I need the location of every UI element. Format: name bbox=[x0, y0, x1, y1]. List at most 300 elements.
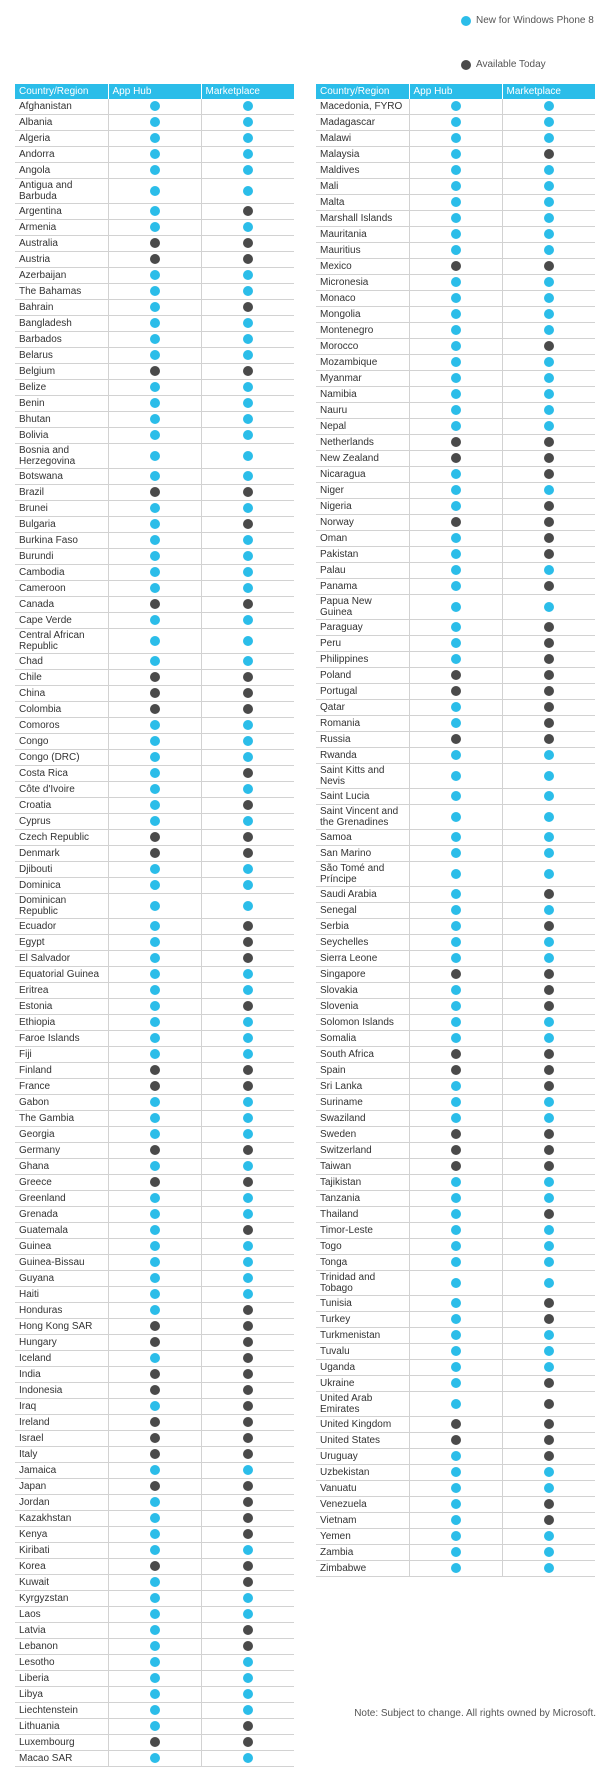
marketplace-status-cell bbox=[201, 1719, 294, 1735]
marketplace-status-cell bbox=[502, 789, 595, 805]
app-hub-status-cell bbox=[108, 1415, 201, 1431]
app-hub-status-cell bbox=[108, 1207, 201, 1223]
table-row bbox=[15, 1687, 294, 1703]
new-status-dot-icon bbox=[150, 1641, 160, 1651]
marketplace-status-cell bbox=[502, 307, 595, 323]
new-status-dot-icon bbox=[451, 373, 461, 383]
new-status-dot-icon bbox=[544, 1177, 554, 1187]
app-hub-status-cell bbox=[108, 1735, 201, 1751]
new-status-dot-icon bbox=[150, 656, 160, 666]
country-name: France bbox=[15, 1079, 108, 1095]
marketplace-status-cell bbox=[201, 613, 294, 629]
new-status-dot-icon bbox=[451, 1483, 461, 1493]
available-status-dot-icon bbox=[243, 1513, 253, 1523]
new-status-dot-icon bbox=[544, 293, 554, 303]
country-name: Peru bbox=[316, 636, 409, 652]
new-status-dot-icon bbox=[451, 181, 461, 191]
app-hub-status-cell bbox=[409, 1417, 502, 1433]
available-status-dot-icon bbox=[451, 453, 461, 463]
available-status-dot-icon bbox=[544, 622, 554, 632]
table-row bbox=[15, 1543, 294, 1559]
country-name: Saudi Arabia bbox=[316, 887, 409, 903]
available-status-dot-icon bbox=[544, 1451, 554, 1461]
country-name: Djibouti bbox=[15, 862, 108, 878]
table-row bbox=[316, 419, 595, 435]
marketplace-status-cell bbox=[502, 339, 595, 355]
new-status-dot-icon bbox=[544, 1097, 554, 1107]
new-status-dot-icon bbox=[243, 270, 253, 280]
marketplace-status-cell bbox=[201, 1239, 294, 1255]
new-status-dot-icon bbox=[451, 812, 461, 822]
new-status-dot-icon bbox=[243, 503, 253, 513]
new-status-dot-icon bbox=[150, 149, 160, 159]
table-row bbox=[15, 412, 294, 428]
new-status-dot-icon bbox=[544, 848, 554, 858]
table-row bbox=[15, 444, 294, 469]
country-name: Saint Lucia bbox=[316, 789, 409, 805]
marketplace-status-cell bbox=[502, 419, 595, 435]
app-hub-status-cell bbox=[108, 284, 201, 300]
marketplace-status-cell bbox=[502, 147, 595, 163]
table-row bbox=[15, 1063, 294, 1079]
new-status-dot-icon bbox=[461, 16, 471, 26]
available-status-dot-icon bbox=[544, 469, 554, 479]
marketplace-status-cell bbox=[502, 1328, 595, 1344]
available-status-dot-icon bbox=[451, 437, 461, 447]
marketplace-status-cell bbox=[502, 1271, 595, 1296]
table-row bbox=[15, 179, 294, 204]
table-row bbox=[15, 1159, 294, 1175]
available-status-dot-icon bbox=[451, 969, 461, 979]
available-status-dot-icon bbox=[243, 1497, 253, 1507]
marketplace-status-cell bbox=[201, 1303, 294, 1319]
table-row bbox=[15, 830, 294, 846]
app-hub-status-cell bbox=[409, 862, 502, 887]
table-row bbox=[15, 1319, 294, 1335]
country-name: Jamaica bbox=[15, 1463, 108, 1479]
available-status-dot-icon bbox=[243, 1145, 253, 1155]
new-status-dot-icon bbox=[243, 720, 253, 730]
available-status-dot-icon bbox=[544, 1049, 554, 1059]
available-status-dot-icon bbox=[451, 517, 461, 527]
marketplace-status-cell bbox=[502, 1497, 595, 1513]
table-row bbox=[316, 147, 595, 163]
country-name: San Marino bbox=[316, 846, 409, 862]
marketplace-status-cell bbox=[201, 734, 294, 750]
available-status-dot-icon bbox=[243, 1449, 253, 1459]
country-name: Cameroon bbox=[15, 581, 108, 597]
marketplace-status-cell bbox=[502, 1449, 595, 1465]
app-hub-status-cell bbox=[108, 670, 201, 686]
country-name: Faroe Islands bbox=[15, 1031, 108, 1047]
table-row bbox=[316, 700, 595, 716]
available-status-dot-icon bbox=[150, 688, 160, 698]
available-status-dot-icon bbox=[150, 366, 160, 376]
table-row bbox=[15, 734, 294, 750]
app-hub-status-cell bbox=[409, 1143, 502, 1159]
app-hub-status-cell bbox=[409, 179, 502, 195]
table-row bbox=[15, 204, 294, 220]
country-name: Tunisia bbox=[316, 1296, 409, 1312]
available-status-dot-icon bbox=[544, 1081, 554, 1091]
new-status-dot-icon bbox=[150, 901, 160, 911]
country-name: Chad bbox=[15, 654, 108, 670]
app-hub-status-cell bbox=[409, 1255, 502, 1271]
table-row bbox=[15, 894, 294, 919]
table-row bbox=[316, 307, 595, 323]
table-row bbox=[316, 1223, 595, 1239]
marketplace-status-cell bbox=[502, 1191, 595, 1207]
app-hub-status-cell bbox=[108, 1111, 201, 1127]
new-status-dot-icon bbox=[243, 784, 253, 794]
app-hub-status-cell bbox=[108, 718, 201, 734]
new-status-dot-icon bbox=[150, 1209, 160, 1219]
country-name: The Bahamas bbox=[15, 284, 108, 300]
country-name: Slovenia bbox=[316, 999, 409, 1015]
app-hub-status-cell bbox=[409, 195, 502, 211]
available-status-dot-icon bbox=[451, 670, 461, 680]
table-row bbox=[316, 1449, 595, 1465]
new-status-dot-icon bbox=[150, 398, 160, 408]
marketplace-status-cell bbox=[201, 1143, 294, 1159]
table-row bbox=[15, 1607, 294, 1623]
footer-note: Note: Subject to change. All rights owned by Microsoft. bbox=[354, 1708, 596, 1719]
country-name: São Tomé and Príncipe bbox=[316, 862, 409, 887]
marketplace-status-cell bbox=[201, 268, 294, 284]
app-hub-status-cell bbox=[409, 1015, 502, 1031]
table-row bbox=[316, 99, 595, 115]
table-row bbox=[15, 1719, 294, 1735]
marketplace-status-cell bbox=[201, 1191, 294, 1207]
country-name: Bosnia and Herzegovina bbox=[15, 444, 108, 469]
country-name: Portugal bbox=[316, 684, 409, 700]
available-status-dot-icon bbox=[150, 1449, 160, 1459]
marketplace-status-cell bbox=[502, 1529, 595, 1545]
country-name: Swaziland bbox=[316, 1111, 409, 1127]
table-row bbox=[316, 1497, 595, 1513]
marketplace-status-cell bbox=[502, 275, 595, 291]
app-hub-status-cell bbox=[409, 789, 502, 805]
table-row bbox=[15, 1367, 294, 1383]
table-row bbox=[15, 1559, 294, 1575]
marketplace-status-cell bbox=[201, 919, 294, 935]
app-hub-status-cell bbox=[108, 1671, 201, 1687]
new-status-dot-icon bbox=[451, 1097, 461, 1107]
new-status-dot-icon bbox=[451, 638, 461, 648]
country-name: Monaco bbox=[316, 291, 409, 307]
available-status-dot-icon bbox=[544, 1499, 554, 1509]
country-name: Sierra Leone bbox=[316, 951, 409, 967]
app-hub-status-cell bbox=[108, 517, 201, 533]
new-status-dot-icon bbox=[243, 1097, 253, 1107]
app-hub-status-cell bbox=[108, 1271, 201, 1287]
table-row bbox=[15, 1239, 294, 1255]
available-status-dot-icon bbox=[451, 734, 461, 744]
app-hub-status-cell bbox=[409, 951, 502, 967]
legend-item-new bbox=[476, 14, 594, 58]
app-hub-status-cell bbox=[409, 499, 502, 515]
table-row bbox=[316, 339, 595, 355]
table-row bbox=[15, 1015, 294, 1031]
available-status-dot-icon bbox=[243, 1321, 253, 1331]
table-row bbox=[316, 595, 595, 620]
new-status-dot-icon bbox=[150, 1513, 160, 1523]
app-hub-status-cell bbox=[409, 764, 502, 789]
table-row bbox=[316, 195, 595, 211]
marketplace-status-cell bbox=[201, 517, 294, 533]
country-name: Poland bbox=[316, 668, 409, 684]
new-status-dot-icon bbox=[451, 581, 461, 591]
country-name: Côte d'Ivoire bbox=[15, 782, 108, 798]
country-name: Andorra bbox=[15, 147, 108, 163]
new-status-dot-icon bbox=[451, 702, 461, 712]
available-status-dot-icon bbox=[243, 1305, 253, 1315]
app-hub-status-cell bbox=[409, 451, 502, 467]
app-hub-status-cell bbox=[409, 147, 502, 163]
marketplace-status-cell bbox=[502, 1111, 595, 1127]
table-row bbox=[15, 782, 294, 798]
new-status-dot-icon bbox=[544, 1483, 554, 1493]
app-hub-status-cell bbox=[409, 1047, 502, 1063]
country-name: Luxembourg bbox=[15, 1735, 108, 1751]
table-row bbox=[316, 732, 595, 748]
available-status-dot-icon bbox=[243, 1337, 253, 1347]
table-row bbox=[15, 766, 294, 782]
marketplace-status-cell bbox=[201, 629, 294, 654]
new-status-dot-icon bbox=[451, 869, 461, 879]
new-status-dot-icon bbox=[243, 1689, 253, 1699]
new-status-dot-icon bbox=[243, 1705, 253, 1715]
marketplace-status-cell bbox=[502, 830, 595, 846]
country-name: Yemen bbox=[316, 1529, 409, 1545]
available-status-dot-icon bbox=[451, 1161, 461, 1171]
app-hub-status-cell bbox=[409, 515, 502, 531]
available-status-dot-icon bbox=[544, 889, 554, 899]
app-hub-status-cell bbox=[409, 1392, 502, 1417]
country-name: Belize bbox=[15, 380, 108, 396]
new-status-dot-icon bbox=[544, 565, 554, 575]
table-row bbox=[15, 1335, 294, 1351]
app-hub-status-cell bbox=[409, 732, 502, 748]
new-status-dot-icon bbox=[243, 471, 253, 481]
new-status-dot-icon bbox=[150, 186, 160, 196]
marketplace-status-cell bbox=[502, 1063, 595, 1079]
marketplace-status-cell bbox=[201, 1111, 294, 1127]
table-row bbox=[15, 380, 294, 396]
country-name: Armenia bbox=[15, 220, 108, 236]
available-status-dot-icon bbox=[243, 1065, 253, 1075]
country-name: Bulgaria bbox=[15, 517, 108, 533]
new-status-dot-icon bbox=[150, 1753, 160, 1763]
table-row bbox=[316, 467, 595, 483]
app-hub-status-cell bbox=[108, 1703, 201, 1719]
app-hub-status-cell bbox=[108, 1287, 201, 1303]
country-name: Cambodia bbox=[15, 565, 108, 581]
app-hub-status-cell bbox=[108, 1303, 201, 1319]
country-name: Belgium bbox=[15, 364, 108, 380]
table-row bbox=[15, 1143, 294, 1159]
table-row bbox=[15, 131, 294, 147]
table-row bbox=[15, 798, 294, 814]
marketplace-status-cell bbox=[201, 428, 294, 444]
country-name: Canada bbox=[15, 597, 108, 613]
marketplace-status-cell bbox=[502, 846, 595, 862]
country-name: Qatar bbox=[316, 700, 409, 716]
available-status-dot-icon bbox=[544, 638, 554, 648]
marketplace-status-cell bbox=[201, 670, 294, 686]
table-row bbox=[316, 1481, 595, 1497]
new-status-dot-icon bbox=[451, 953, 461, 963]
available-status-dot-icon bbox=[544, 501, 554, 511]
table-row bbox=[15, 654, 294, 670]
marketplace-status-cell bbox=[502, 1513, 595, 1529]
new-status-dot-icon bbox=[243, 615, 253, 625]
country-name: Laos bbox=[15, 1607, 108, 1623]
marketplace-status-cell bbox=[502, 716, 595, 732]
new-status-dot-icon bbox=[451, 293, 461, 303]
country-name: Mali bbox=[316, 179, 409, 195]
country-name: Senegal bbox=[316, 903, 409, 919]
marketplace-status-cell bbox=[502, 1481, 595, 1497]
new-status-dot-icon bbox=[451, 1257, 461, 1267]
available-status-dot-icon bbox=[150, 1433, 160, 1443]
table-row bbox=[15, 396, 294, 412]
country-name: Nicaragua bbox=[316, 467, 409, 483]
table-row bbox=[316, 789, 595, 805]
new-status-dot-icon bbox=[451, 1531, 461, 1541]
marketplace-status-cell bbox=[502, 748, 595, 764]
new-status-dot-icon bbox=[451, 848, 461, 858]
country-name: New Zealand bbox=[316, 451, 409, 467]
marketplace-status-cell bbox=[201, 782, 294, 798]
table-row bbox=[316, 579, 595, 595]
table-row bbox=[316, 919, 595, 935]
app-hub-status-cell bbox=[409, 1031, 502, 1047]
table-row bbox=[15, 1303, 294, 1319]
table-row bbox=[316, 805, 595, 830]
marketplace-status-cell bbox=[502, 451, 595, 467]
marketplace-status-cell bbox=[502, 531, 595, 547]
new-status-dot-icon bbox=[150, 567, 160, 577]
country-name: Burkina Faso bbox=[15, 533, 108, 549]
marketplace-status-cell bbox=[201, 798, 294, 814]
new-status-dot-icon bbox=[150, 1225, 160, 1235]
new-status-dot-icon bbox=[150, 1577, 160, 1587]
table-row bbox=[15, 565, 294, 581]
new-status-dot-icon bbox=[544, 181, 554, 191]
table-row bbox=[15, 967, 294, 983]
marketplace-status-cell bbox=[502, 579, 595, 595]
available-status-dot-icon bbox=[544, 702, 554, 712]
available-status-dot-icon bbox=[243, 519, 253, 529]
country-name: Malawi bbox=[316, 131, 409, 147]
new-status-dot-icon bbox=[544, 1467, 554, 1477]
available-status-dot-icon bbox=[150, 1177, 160, 1187]
app-hub-status-cell bbox=[108, 1143, 201, 1159]
marketplace-status-cell bbox=[201, 750, 294, 766]
app-hub-status-cell bbox=[108, 469, 201, 485]
new-status-dot-icon bbox=[544, 421, 554, 431]
table-row bbox=[15, 1735, 294, 1751]
table-row bbox=[15, 1047, 294, 1063]
new-status-dot-icon bbox=[150, 720, 160, 730]
app-hub-status-cell bbox=[409, 999, 502, 1015]
new-status-dot-icon bbox=[451, 277, 461, 287]
app-hub-status-cell bbox=[108, 878, 201, 894]
new-status-dot-icon bbox=[544, 1362, 554, 1372]
country-name: El Salvador bbox=[15, 951, 108, 967]
country-name: Equatorial Guinea bbox=[15, 967, 108, 983]
new-status-dot-icon bbox=[451, 389, 461, 399]
table-row bbox=[316, 1296, 595, 1312]
app-hub-status-cell bbox=[108, 115, 201, 131]
table-row bbox=[316, 1047, 595, 1063]
marketplace-status-cell bbox=[201, 1287, 294, 1303]
new-status-dot-icon bbox=[451, 1081, 461, 1091]
app-hub-status-cell bbox=[409, 1433, 502, 1449]
marketplace-status-cell bbox=[502, 1239, 595, 1255]
marketplace-status-cell bbox=[201, 412, 294, 428]
app-hub-status-cell bbox=[108, 581, 201, 597]
app-hub-status-cell bbox=[409, 323, 502, 339]
new-status-dot-icon bbox=[451, 1515, 461, 1525]
app-hub-status-cell bbox=[409, 846, 502, 862]
country-name: Denmark bbox=[15, 846, 108, 862]
country-name: Tuvalu bbox=[316, 1344, 409, 1360]
app-hub-status-cell bbox=[409, 1296, 502, 1312]
available-status-dot-icon bbox=[544, 654, 554, 664]
country-name: Liberia bbox=[15, 1671, 108, 1687]
table-row bbox=[316, 323, 595, 339]
marketplace-status-cell bbox=[502, 999, 595, 1015]
new-status-dot-icon bbox=[451, 1467, 461, 1477]
country-name: Dominica bbox=[15, 878, 108, 894]
marketplace-status-cell bbox=[201, 935, 294, 951]
available-status-dot-icon bbox=[243, 238, 253, 248]
app-hub-status-cell bbox=[108, 1751, 201, 1767]
new-status-dot-icon bbox=[544, 812, 554, 822]
new-status-dot-icon bbox=[451, 1241, 461, 1251]
table-row bbox=[316, 1433, 595, 1449]
country-name: Turkey bbox=[316, 1312, 409, 1328]
new-status-dot-icon bbox=[243, 165, 253, 175]
new-status-dot-icon bbox=[451, 1278, 461, 1288]
country-name: Timor-Leste bbox=[316, 1223, 409, 1239]
marketplace-status-cell bbox=[201, 1543, 294, 1559]
country-name: United States bbox=[316, 1433, 409, 1449]
table-row bbox=[15, 1511, 294, 1527]
table-row bbox=[15, 428, 294, 444]
app-hub-status-cell bbox=[108, 750, 201, 766]
new-status-dot-icon bbox=[451, 791, 461, 801]
marketplace-status-cell bbox=[201, 1415, 294, 1431]
new-status-dot-icon bbox=[150, 1609, 160, 1619]
new-status-dot-icon bbox=[150, 503, 160, 513]
table-row bbox=[316, 1063, 595, 1079]
table-row bbox=[15, 300, 294, 316]
app-hub-status-cell bbox=[108, 862, 201, 878]
marketplace-status-cell bbox=[201, 1047, 294, 1063]
marketplace-status-cell bbox=[502, 371, 595, 387]
table-row bbox=[316, 1561, 595, 1577]
country-name: Macao SAR bbox=[15, 1751, 108, 1767]
country-name: Sweden bbox=[316, 1127, 409, 1143]
table-row bbox=[15, 1111, 294, 1127]
table-row bbox=[316, 967, 595, 983]
country-name: Libya bbox=[15, 1687, 108, 1703]
new-status-dot-icon bbox=[243, 1033, 253, 1043]
new-status-dot-icon bbox=[243, 430, 253, 440]
